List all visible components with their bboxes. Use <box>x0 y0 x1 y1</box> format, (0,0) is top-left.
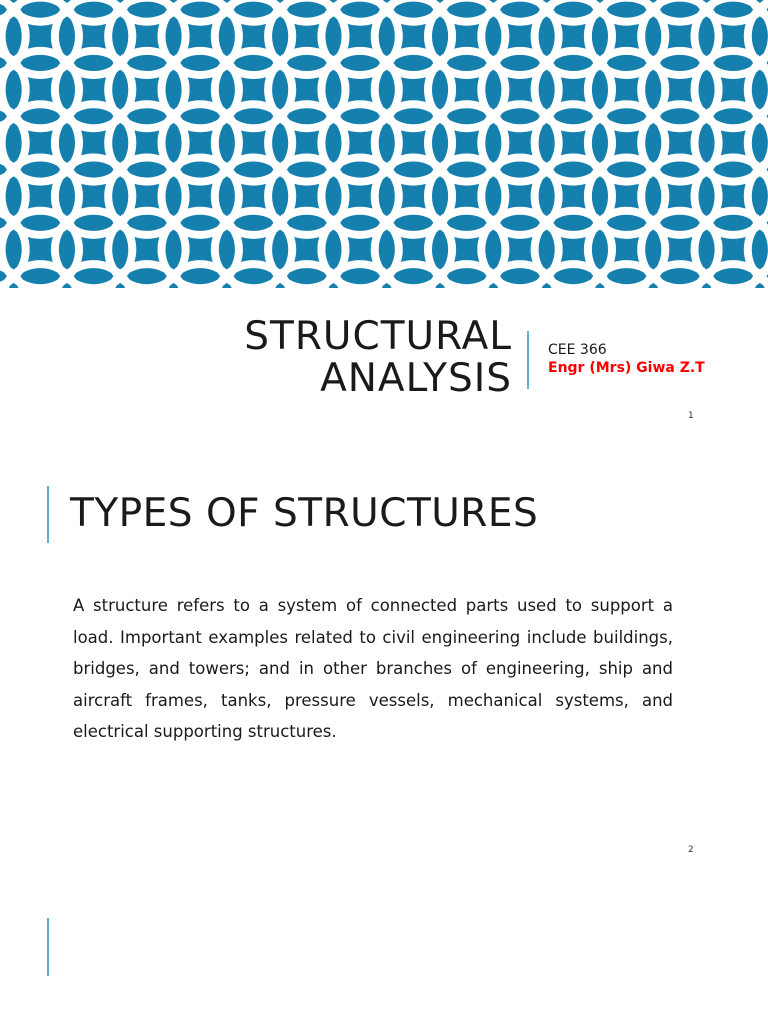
slide2-body-text: A structure refers to a system of connected parts used to support a load. Important examples related to civil engineering include buildings, bridges, and towers; and in other branches of engineering, ship and aircraft frames, tanks, pressure vessels, mechanical systems, and electrical supporting structures. <box>73 596 673 741</box>
slide-title <box>244 316 512 400</box>
slide3-accent-bar <box>47 918 49 976</box>
circle-pattern <box>0 0 768 288</box>
banner-background <box>0 0 768 288</box>
title-divider <box>527 331 529 389</box>
title-line-2: ANALYSIS <box>320 356 512 401</box>
course-code: CEE 366 <box>548 342 607 358</box>
slide2-accent-bar <box>47 486 49 543</box>
slide2-title: TYPES OF STRUCTURES <box>70 491 539 536</box>
author-name: Engr (Mrs) Giwa Z.T <box>548 360 705 376</box>
page-number-1: 1 <box>688 411 694 421</box>
decorative-banner <box>0 0 768 288</box>
page-number-2: 2 <box>688 845 694 855</box>
title-line-1: STRUCTURAL <box>244 314 512 359</box>
